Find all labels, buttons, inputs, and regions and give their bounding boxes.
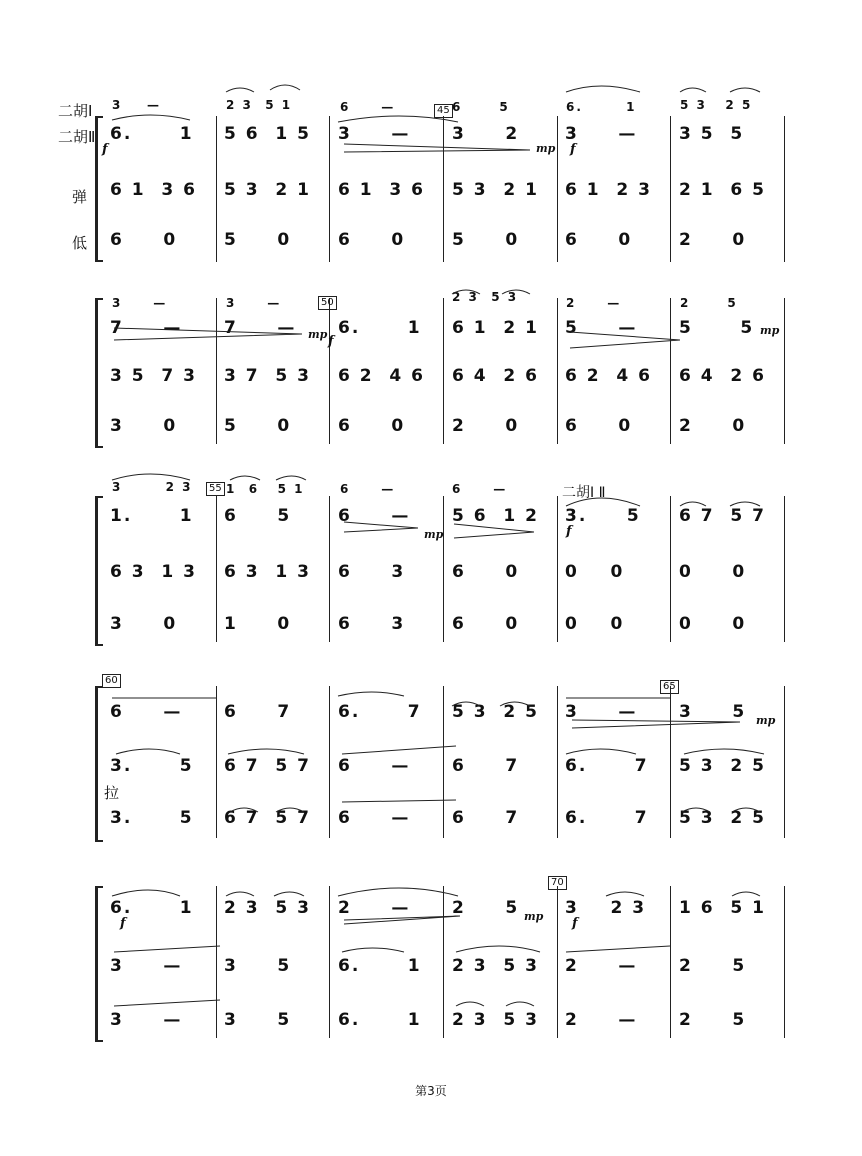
note-cell: 2 3 5 3 <box>452 290 519 304</box>
note-cell: 6 1 2 3 <box>565 180 652 200</box>
page-number: 第3页 <box>415 1084 447 1098</box>
note-cell: 6 7 <box>452 756 520 776</box>
note-cell: 3 — <box>110 956 183 976</box>
slur <box>116 749 180 754</box>
rehearsal-mark-70: 70 <box>548 876 567 890</box>
note-cell: 3 2 3 <box>112 480 193 494</box>
dynamic-f: f <box>570 142 576 157</box>
note-cell: 7 — <box>224 318 297 338</box>
note-cell: 6 7 <box>224 702 292 722</box>
note-cell: 6 5 <box>452 100 510 114</box>
note-cell: 6. 1 <box>338 1010 422 1030</box>
slur <box>732 892 760 896</box>
note-cell: 6 — <box>110 702 183 722</box>
note-cell: 5 6 1 5 <box>224 124 311 144</box>
dynamic-mp: mp <box>760 324 780 337</box>
note-cell: 6 — <box>340 482 396 496</box>
note-cell: 2 1 6 5 <box>679 180 766 200</box>
instrument-label-erhu2: 二胡Ⅱ <box>58 128 96 146</box>
slur <box>230 476 260 480</box>
slur <box>566 86 640 92</box>
dynamic-mp: mp <box>308 328 328 341</box>
note-cell: 6. 1 <box>338 318 422 338</box>
note-cell: 2 3 5 1 <box>226 98 293 112</box>
note-cell: 3 0 <box>110 416 178 436</box>
note-cell: 6 3 1 3 <box>224 562 311 582</box>
hairpin <box>344 522 418 532</box>
hairpin <box>344 144 530 152</box>
note-cell: 3 — <box>112 296 168 310</box>
note-cell: 6. 7 <box>565 756 649 776</box>
note-cell: 6 — <box>338 808 411 828</box>
note-cell: 3 7 5 3 <box>224 366 311 386</box>
dynamic-f: f <box>572 916 578 931</box>
slur <box>226 892 254 896</box>
note-cell: 6 0 <box>338 416 406 436</box>
instrument-label-erhu1: 二胡Ⅰ <box>58 102 93 120</box>
note-cell: 3 5 5 <box>679 124 745 144</box>
hairpin <box>454 524 534 538</box>
note-cell: 6 3 <box>338 562 406 582</box>
instrument-label-tan: 弹 <box>72 188 88 206</box>
slur <box>276 808 304 812</box>
rehearsal-mark-55: 55 <box>206 482 225 496</box>
slur <box>566 498 640 506</box>
note-cell: 3 5 <box>224 956 292 976</box>
note-cell: 2 — <box>566 296 622 310</box>
note-cell: 6. 7 <box>565 808 649 828</box>
slur <box>338 116 458 122</box>
note-cell: 5 3 2 1 <box>452 180 539 200</box>
note-cell: 5 0 <box>224 416 292 436</box>
slur <box>456 946 540 952</box>
note-cell: 3 — <box>226 296 282 310</box>
note-cell: 7 — <box>110 318 183 338</box>
note-cell: 6 0 <box>452 614 520 634</box>
note-cell: 1. 1 <box>110 506 194 526</box>
note-cell: 5 3 2 1 <box>224 180 311 200</box>
note-cell: 0 0 <box>565 562 625 582</box>
note-cell: 2 5 <box>452 898 520 918</box>
slur <box>114 1000 220 1006</box>
note-cell: 2 — <box>338 898 411 918</box>
note-cell: 3 5 <box>224 1010 292 1030</box>
hairpin <box>114 328 302 340</box>
note-cell: 3 — <box>110 1010 183 1030</box>
dynamic-mp: mp <box>536 142 556 155</box>
note-cell: 3 — <box>338 124 411 144</box>
slur <box>452 702 480 706</box>
slur <box>112 115 190 120</box>
note-cell: 2 0 <box>679 230 747 250</box>
slur <box>228 749 304 754</box>
note-cell: 2 3 5 3 <box>452 1010 539 1030</box>
note-cell: 2 — <box>565 1010 638 1030</box>
slur <box>270 85 300 90</box>
slur <box>680 88 706 92</box>
note-cell: 2 5 <box>679 1010 747 1030</box>
note-cell: 6. 1 <box>566 100 637 114</box>
dynamic-f: f <box>102 142 108 157</box>
slur <box>456 1002 484 1006</box>
dynamic-mp: mp <box>756 714 776 727</box>
slur <box>682 808 710 812</box>
note-cell: 6 0 <box>338 230 406 250</box>
note-cell: 6 7 5 7 <box>679 506 766 526</box>
dynamic-f: f <box>120 916 126 931</box>
slur <box>112 474 190 480</box>
dynamic-mp: mp <box>524 910 544 923</box>
rehearsal-mark-65: 65 <box>660 680 679 694</box>
note-cell: 6 4 2 6 <box>679 366 766 386</box>
note-cell: 3 — <box>565 702 638 722</box>
note-cell: 6 1 3 6 <box>110 180 197 200</box>
slur <box>338 692 404 696</box>
slur <box>452 290 480 294</box>
slur <box>226 88 254 92</box>
note-cell: 2 3 5 3 <box>224 898 311 918</box>
note-cell: 2 5 <box>680 296 738 310</box>
note-cell: 6. 7 <box>338 702 422 722</box>
slur <box>732 808 760 812</box>
instrument-label-la: 拉 <box>104 784 120 802</box>
note-cell: 0 0 <box>679 614 747 634</box>
slur <box>566 946 670 952</box>
slur <box>502 290 530 294</box>
note-cell: 3. 5 <box>110 756 194 776</box>
rehearsal-mark-50: 50 <box>318 296 337 310</box>
note-cell: 6 3 1 3 <box>110 562 197 582</box>
note-cell: 6 7 5 7 <box>224 808 311 828</box>
dynamic-mp: mp <box>424 528 444 541</box>
note-cell: 1 6 5 1 <box>226 482 305 496</box>
rehearsal-mark-45: 45 <box>434 104 453 118</box>
slur <box>730 88 760 92</box>
note-cell: 6 7 5 7 <box>224 756 311 776</box>
note-cell: 5 — <box>565 318 638 338</box>
note-cell: 2 3 5 3 <box>452 956 539 976</box>
note-cell: 3. 5 <box>565 506 641 526</box>
note-cell: 2 0 <box>452 416 520 436</box>
slur <box>342 948 404 952</box>
note-cell: 6 — <box>338 506 411 526</box>
note-cell: 3 5 <box>679 702 747 722</box>
note-cell: 6 0 <box>565 230 633 250</box>
slur <box>342 800 456 802</box>
note-cell: 3 — <box>565 124 638 144</box>
note-cell: 6. 1 <box>110 124 194 144</box>
note-cell: 3. 5 <box>110 808 194 828</box>
slur <box>500 702 530 706</box>
note-cell: 6. 1 <box>338 956 422 976</box>
note-cell: 2 — <box>565 956 638 976</box>
instrument-change-label: 二胡Ⅰ Ⅱ <box>562 485 606 501</box>
note-cell: 6 0 <box>110 230 178 250</box>
note-cell: 3 0 <box>110 614 178 634</box>
note-cell: 5 0 <box>224 230 292 250</box>
note-cell: 5 3 2 5 <box>679 808 766 828</box>
slur <box>342 746 456 754</box>
slur <box>730 502 760 506</box>
note-cell: 0 0 <box>565 614 625 634</box>
slur <box>566 749 636 754</box>
note-cell: 3 5 7 3 <box>110 366 197 386</box>
slur <box>606 892 644 896</box>
note-cell: 6 0 <box>452 562 520 582</box>
note-cell: 3 2 <box>452 124 520 144</box>
note-cell: 1 6 5 1 <box>679 898 766 918</box>
slur <box>684 749 764 754</box>
note-cell: 2 5 <box>679 956 747 976</box>
note-cell: 6 — <box>452 482 508 496</box>
note-cell: 6 — <box>340 100 396 114</box>
instrument-label-di: 低 <box>72 234 88 252</box>
dynamic-f: f <box>328 334 334 349</box>
note-cell: 6 0 <box>565 416 633 436</box>
note-cell: 3 2 3 <box>565 898 647 918</box>
slur <box>112 890 180 896</box>
note-cell: 6 7 <box>452 808 520 828</box>
note-cell: 6 2 4 6 <box>565 366 652 386</box>
note-cell: 3 — <box>112 98 162 112</box>
note-cell: 6 5 <box>224 506 292 526</box>
note-cell: 2 0 <box>679 416 747 436</box>
note-cell: 1 0 <box>224 614 292 634</box>
note-cell: 6 2 4 6 <box>338 366 425 386</box>
slur <box>680 502 706 506</box>
slur <box>114 946 220 952</box>
hairpin <box>570 332 680 348</box>
note-cell: 5 3 2 5 <box>680 98 753 112</box>
slur <box>230 808 258 812</box>
note-cell: 5 3 2 5 <box>452 702 539 722</box>
hairpin <box>344 916 460 924</box>
note-cell: 6 3 <box>338 614 406 634</box>
dynamic-f: f <box>566 524 572 539</box>
note-cell: 6 — <box>338 756 411 776</box>
note-cell: 6 4 2 6 <box>452 366 539 386</box>
slur <box>276 476 306 480</box>
note-cell: 0 0 <box>679 562 747 582</box>
note-cell: 5 6 1 2 <box>452 506 539 526</box>
slur <box>338 888 458 896</box>
hairpin <box>572 720 740 728</box>
note-cell: 6 1 2 1 <box>452 318 539 338</box>
note-cell: 6 1 3 6 <box>338 180 425 200</box>
note-cell: 5 3 2 5 <box>679 756 766 776</box>
note-cell: 5 5 <box>679 318 755 338</box>
slur <box>506 1002 534 1006</box>
note-cell: 6. 1 <box>110 898 194 918</box>
slur <box>274 892 304 896</box>
rehearsal-mark-60: 60 <box>102 674 121 688</box>
note-cell: 5 0 <box>452 230 520 250</box>
